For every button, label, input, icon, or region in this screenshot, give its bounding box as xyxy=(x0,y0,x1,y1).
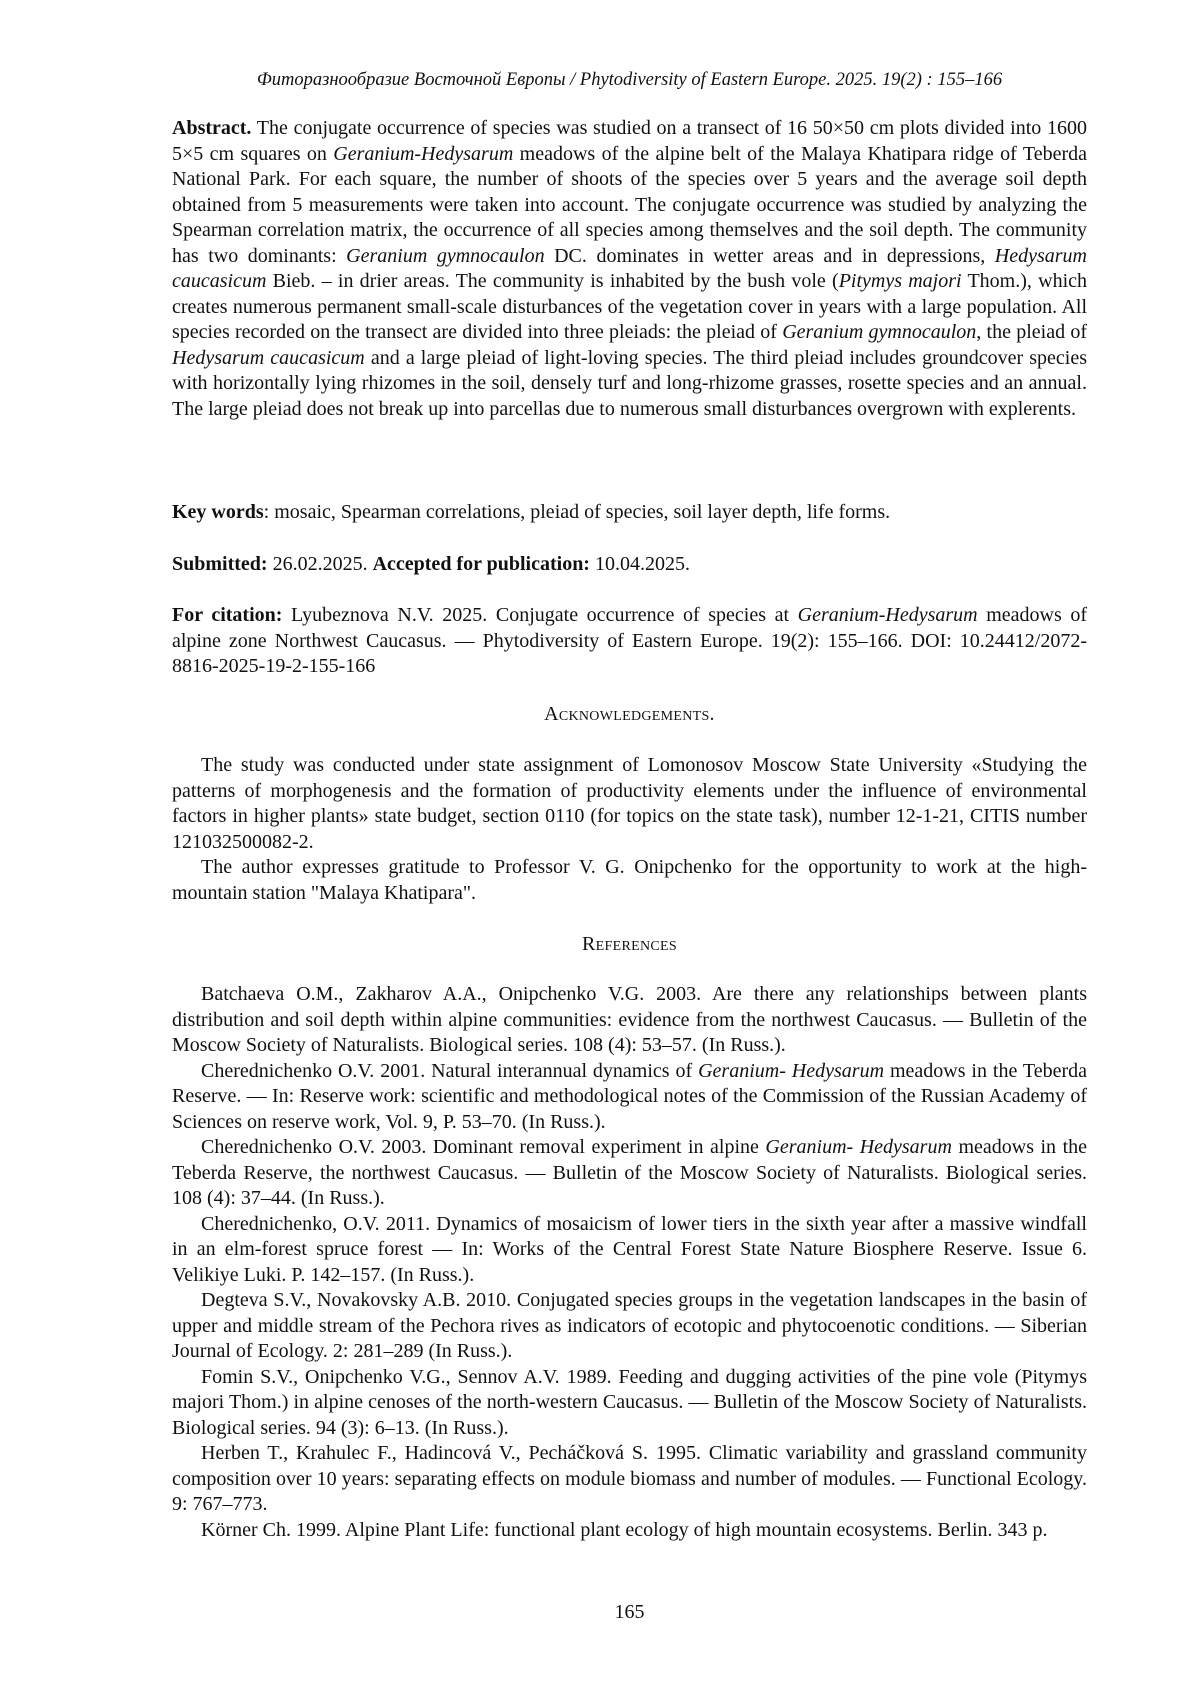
abstract-text: Thom.), which creates numerous permanent small-scale disturbances of the vegetation cover in years with a large population. All species recorded on the transect are divided into three pleiads: the pleiad of xyxy=(172,270,1087,343)
submitted-label: Submitted: xyxy=(172,553,268,575)
taxon-name: Pitymys majori xyxy=(839,270,962,292)
reference-item xyxy=(172,1135,1087,1212)
keywords-line xyxy=(172,500,1087,526)
taxon-name: Geranium gymnocaulon xyxy=(346,245,544,267)
taxon-name: Geranium-Hedysarum xyxy=(798,604,978,626)
abstract-text: Bieb. – in drier areas. The community is inhabited by the bush vole ( xyxy=(266,270,838,292)
abstract-text: , the pleiad of xyxy=(976,321,1087,343)
acknowledgement-paragraph: The study was conducted under state assignment of Lomonosov Moscow State University «Studying the patterns of morphogenesis and the formation of productivity elements under the influence of environmental factors in higher plants» state budget, section 0110 (for topics on the state task), number 12-1-21, CITIS number 121032500082-2. xyxy=(172,753,1087,855)
reference-item: Degteva S.V., Novakovsky A.B. 2010. Conjugated species groups in the vegetation landscapes in the basin of upper and middle stream of the Pechora rives as indicators of ecotopic and phytocoenotic conditions. — Siberian Journal of Ecology. 2: 281–289 (In Russ.). xyxy=(172,1288,1087,1365)
citation-line xyxy=(172,603,1087,680)
citation xyxy=(172,603,1087,680)
page-number: 165 xyxy=(172,1601,1087,1624)
submission-line xyxy=(172,552,1087,578)
reference-text: Cherednichenko O.V. 2001. Natural interannual dynamics of xyxy=(201,1060,698,1082)
citation-text: meadows of alpine zone Northwest Caucasus. — Phytodiversity of Eastern Europe. 19(2): 155–166. DOI: 10.24412/2072-8816-2025-19-2-155-166 xyxy=(172,604,1087,677)
reference-item: Herben T., Krahulec F., Hadincová V., Pecháčková S. 1995. Climatic variability and grassland community composition over 10 years: separating effects on module biomass and number of modules. — Functional Ecology. 9: 767–773. xyxy=(172,1441,1087,1518)
acknowledgement-paragraph: The author expresses gratitude to Professor V. G. Onipchenko for the opportunity to work at the high-mountain station "Malaya Khatipara". xyxy=(172,855,1087,906)
accepted-label: Accepted for publication: xyxy=(373,553,590,575)
accepted-date: 10.04.2025. xyxy=(590,553,690,575)
abstract-text: and a large pleiad of light-loving species. The third pleiad includes groundcover species with horizontally lying rhizomes in the soil, densely turf and long-rhizome grasses, rosette species and an annual. The large pleiad does not break up into parcellas due to numerous small disturbances overgrown with explerents. xyxy=(172,347,1087,420)
reference-item: Körner Ch. 1999. Alpine Plant Life: functional plant ecology of high mountain ecosystems. Berlin. 343 p. xyxy=(172,1518,1087,1544)
acknowledgements-heading: Acknowledgements. xyxy=(172,703,1087,726)
taxon-name: Hedysarum caucasicum xyxy=(172,245,1087,293)
keywords xyxy=(172,500,1087,526)
keywords-text: : mosaic, Spearman correlations, pleiad of species, soil layer depth, life forms. xyxy=(264,501,890,523)
running-title: Фиторазнообразие Восточной Европы / Phytodiversity of Eastern Europe. 2025. 19(2) : 155–166 xyxy=(172,70,1087,91)
submitted-date: 26.02.2025. xyxy=(268,553,373,575)
taxon-name: Geranium- Hedysarum xyxy=(765,1136,952,1158)
abstract-label: Abstract. xyxy=(172,117,251,139)
keywords-label: Key words xyxy=(172,501,264,523)
reference-text: meadows in the Teberda Reserve, the northwest Caucasus. — Bulletin of the Moscow Society of Naturalists. Biological series. 108 (4): 37–44. (In Russ.). xyxy=(172,1136,1087,1209)
abstract-text: meadows of the alpine belt of the Malaya Khatipara ridge of Teberda National Park. For each square, the number of shoots of the species over 5 years and the average soil depth obtained from 5 measurements were taken into account. The conjugate occurrence was studied by analyzing the Spearman correlation matrix, the occurrence of all species among themselves and the soil depth. The community has two dominants: xyxy=(172,143,1087,267)
references-heading: References xyxy=(172,933,1087,956)
taxon-name: Hedysarum caucasicum xyxy=(172,347,365,369)
reference-item: Batchaeva O.M., Zakharov A.A., Onipchenko V.G. 2003. Are there any relationships between plants distribution and soil depth within alpine communities: evidence from the northwest Caucasus. — Bulletin of the Moscow Society of Naturalists. Biological series. 108 (4): 53–57. (In Russ.). xyxy=(172,982,1087,1059)
citation-text: Lyubeznova N.V. 2025. Conjugate occurrence of species at xyxy=(282,604,797,626)
taxon-name: Geranium gymnocaulon xyxy=(782,321,976,343)
taxon-name: Geranium- Hedysarum xyxy=(698,1060,884,1082)
taxon-name: Geranium-Hedysarum xyxy=(333,143,513,165)
abstract-text: The conjugate occurrence of species was studied on a transect of 16 50×50 cm plots divided into 1600 5×5 cm squares on xyxy=(172,117,1087,165)
citation-label: For citation: xyxy=(172,604,282,626)
abstract-text: DC. dominates in wetter areas and in depressions, xyxy=(545,245,995,267)
reference-item: Fomin S.V., Onipchenko V.G., Sennov A.V. 1989. Feeding and dugging activities of the pine vole (Pitymys majori Thom.) in alpine cenoses of the north-western Caucasus. — Bulletin of the Moscow Society of Naturalists. Biological series. 94 (3): 6–13. (In Russ.). xyxy=(172,1365,1087,1442)
abstract xyxy=(172,116,1087,422)
reference-item xyxy=(172,1059,1087,1136)
reference-text: Cherednichenko O.V. 2003. Dominant removal experiment in alpine xyxy=(201,1136,765,1158)
acknowledgements xyxy=(172,753,1087,906)
references-list xyxy=(172,982,1087,1543)
abstract-paragraph xyxy=(172,116,1087,422)
submission-dates xyxy=(172,552,1087,578)
reference-text: meadows in the Teberda Reserve. — In: Reserve work: scientific and methodological notes of the Commission of the Russian Academy of Sciences on reserve work, Vol. 9, P. 53–70. (In Russ.). xyxy=(172,1060,1087,1133)
reference-item: Cherednichenko, O.V. 2011. Dynamics of mosaicism of lower tiers in the sixth year after a massive windfall in an elm-forest spruce forest — In: Works of the Central Forest State Nature Biosphere Reserve. Issue 6. Velikiye Luki. P. 142–157. (In Russ.). xyxy=(172,1212,1087,1289)
